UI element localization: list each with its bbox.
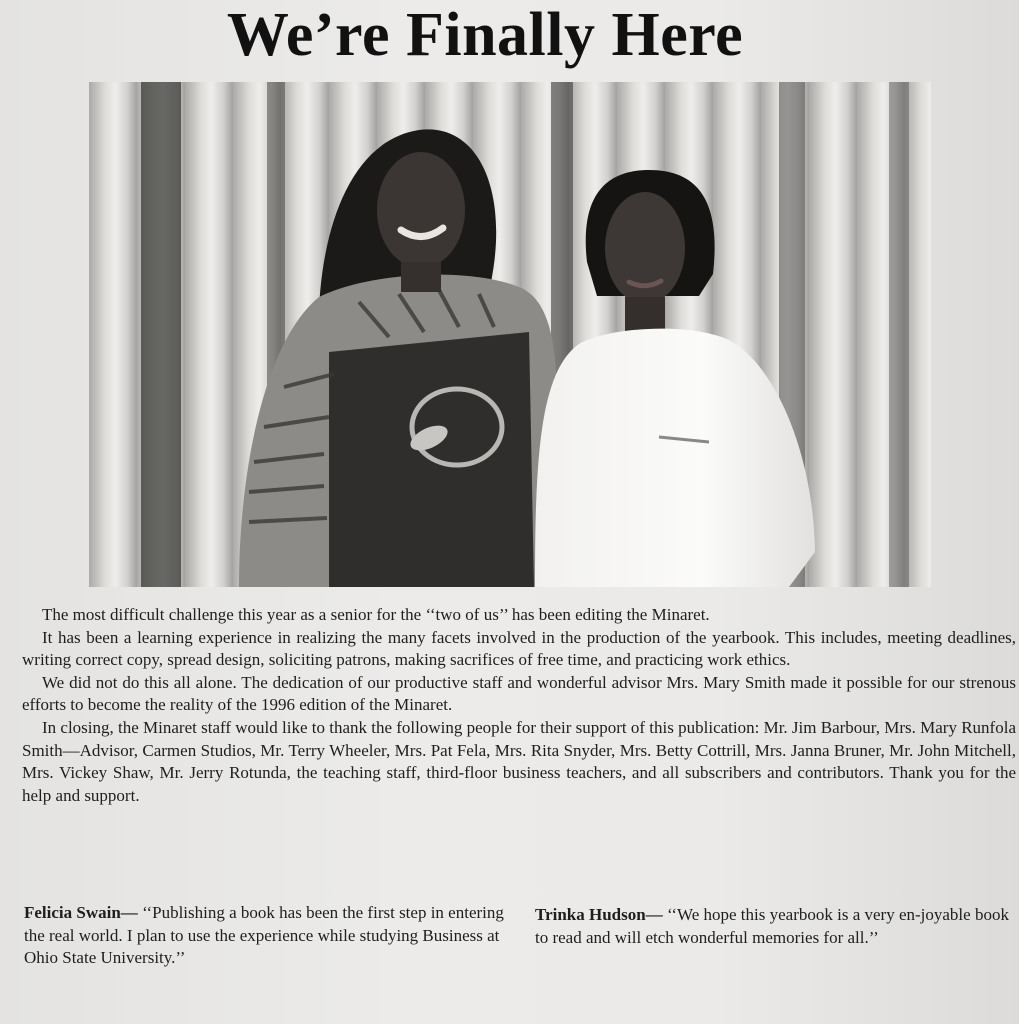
quote-text: ‘‘We hope this yearbook is a very en-joyable book to read and will etch wonderful memories for all.’’ [535, 905, 1009, 947]
quote-felicia [24, 902, 514, 970]
photo [89, 82, 931, 587]
paragraph-4: In closing, the Minaret staff would like to thank the following people for their support of this publication: Mr. Jim Barbour, Mrs. Mary Runfola Smith—Advisor, Carmen Studios, Mr. Terry Wheeler, Mrs. Pat Fela, Mrs. Rita Snyder, Mrs. Betty Cottrill, Mrs. Janna Bruner, Mr. John Mitchell, Mrs. Vickey Shaw, Mr. Jerry Rotunda, the teaching staff, third-floor business teachers, and all subscribers and contributors. Thank you for the help and support. [22, 717, 1016, 805]
paragraph-2: It has been a learning experience in realizing the many facets involved in the production of the yearbook. This includes, meeting deadlines, writing correct copy, spread design, soliciting patrons, making sacrifices of free time, and practicing work ethics. [22, 627, 1016, 670]
photo-two-students-icon [89, 82, 931, 587]
quote-text: ‘‘Publishing a book has been the first step in entering the real world. I plan to use the experience while studying Business at Ohio State University.’’ [24, 903, 504, 968]
article-body [22, 604, 1016, 807]
quote-author: Felicia Swain— [24, 903, 138, 922]
page-title: We’re Finally Here [226, 1, 744, 69]
quote-author: Trinka Hudson— [535, 905, 663, 924]
quote-trinka [535, 904, 1015, 949]
paragraph-1: The most difficult challenge this year as a senior for the ‘‘two of us’’ has been editing the Minaret. [42, 605, 710, 624]
paragraph-3: We did not do this all alone. The dedication of our productive staff and wonderful advisor Mrs. Mary Smith made it possible for our strenous efforts to become the reality of the 1996 edition of the Minaret. [22, 672, 1016, 715]
